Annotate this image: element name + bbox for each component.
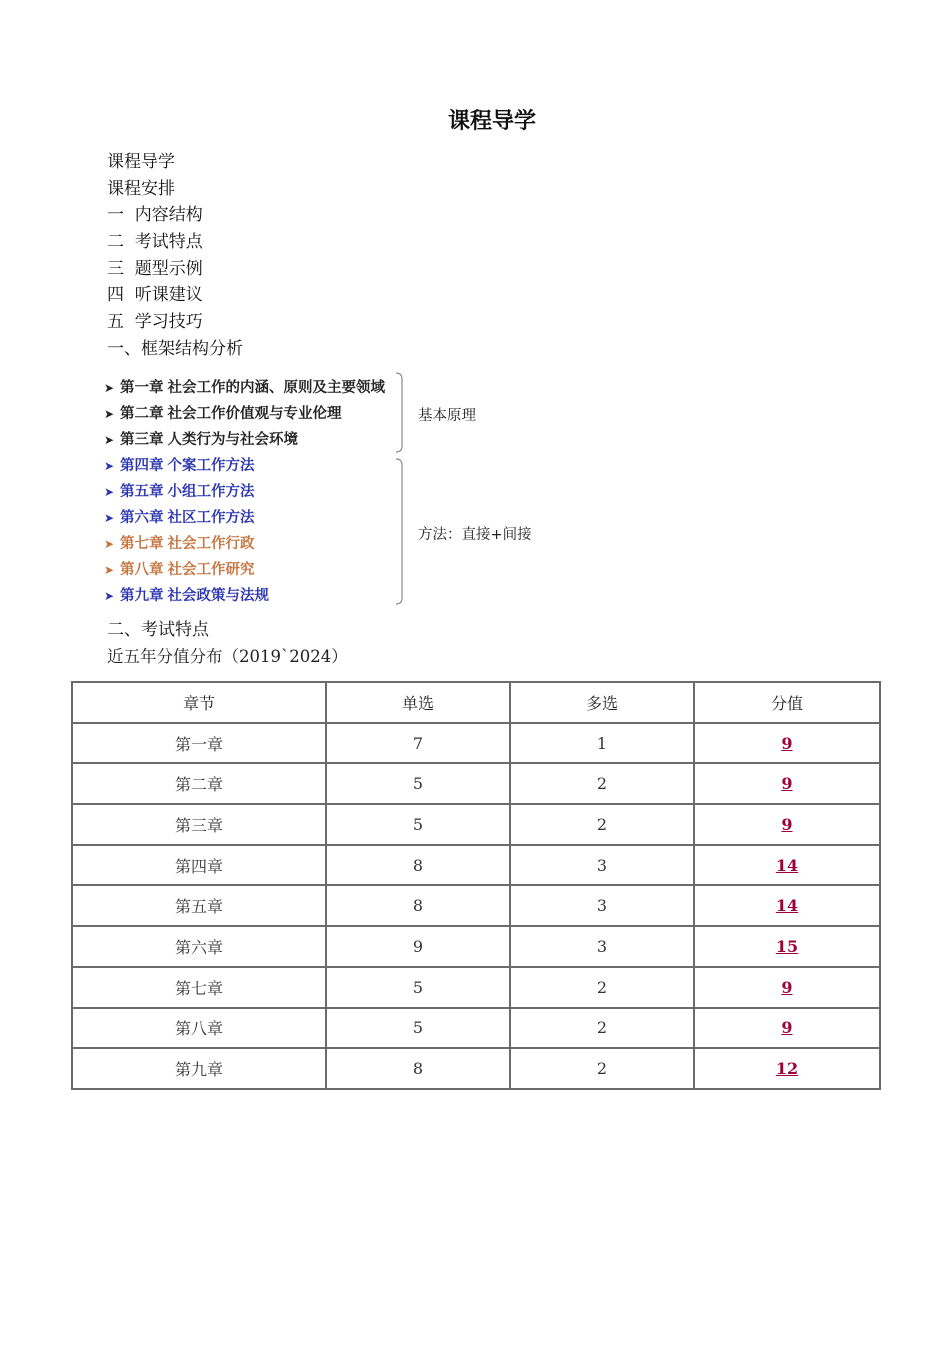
toc-item: 四 听课建议 [107, 285, 203, 306]
table-row: 第五章 8 3 14 [72, 885, 880, 926]
toc-item: 五 学习技巧 [107, 312, 203, 333]
arrow-bullet-icon: ➤ [104, 511, 115, 525]
header-score: 分值 [694, 682, 880, 723]
header-chapter: 章节 [72, 682, 326, 723]
score-value: 9 [781, 1018, 793, 1038]
score-value: 14 [775, 896, 799, 916]
arrow-bullet-icon: ➤ [104, 563, 115, 577]
section-heading-exam: 二、考试特点 [107, 620, 209, 640]
arrow-bullet-icon: ➤ [104, 589, 115, 603]
table-row: 第四章 8 3 14 [72, 845, 880, 886]
score-value: 15 [775, 936, 799, 956]
arrow-bullet-icon: ➤ [104, 407, 115, 421]
chapter-item: ➤ 第六章 社区工作方法 [104, 505, 255, 531]
toc-item: 课程导学 [107, 152, 175, 172]
table-header-row [72, 682, 880, 723]
group-brackets [396, 372, 408, 608]
table-row: 第六章 9 3 15 [72, 926, 880, 967]
page-title: 课程导学 [447, 109, 536, 134]
chapter-item: ➤ 第四章 个案工作方法 [104, 453, 255, 479]
table-row: 第九章 8 2 12 [72, 1048, 880, 1089]
toc-item: 一 内容结构 [107, 205, 203, 226]
chapter-item: ➤ 第五章 小组工作方法 [104, 479, 255, 505]
group-label-basic: 基本原理 [418, 408, 476, 424]
chapter-item: ➤ 第七章 社会工作行政 [104, 531, 255, 557]
chapter-item: ➤ 第三章 人类行为与社会环境 [104, 427, 298, 453]
arrow-bullet-icon: ➤ [104, 485, 115, 499]
table-row: 第三章 5 2 9 [72, 804, 880, 845]
chapter-item: ➤ 第二章 社会工作价值观与专业伦理 [104, 401, 342, 427]
arrow-bullet-icon: ➤ [104, 459, 115, 473]
score-value: 9 [781, 774, 793, 794]
table-row: 第八章 5 2 9 [72, 1008, 880, 1049]
bracket-basic [396, 373, 402, 452]
chapter-item: ➤ 第八章 社会工作研究 [104, 557, 255, 583]
table-of-contents [107, 149, 243, 363]
table-row: 第七章 5 2 9 [72, 967, 880, 1008]
group-label-methods: 方法：直接+间接 [418, 527, 532, 543]
score-value: 9 [781, 977, 793, 997]
arrow-bullet-icon: ➤ [104, 433, 115, 447]
chapter-item: ➤ 第九章 社会政策与法规 [104, 583, 269, 609]
score-value: 9 [781, 814, 793, 834]
toc-item: 二 考试特点 [107, 232, 203, 253]
framework-diagram [104, 372, 544, 608]
section-heading-framework: 一、框架结构分析 [107, 338, 243, 359]
arrow-bullet-icon: ➤ [104, 537, 115, 551]
toc-item: 课程安排 [107, 178, 175, 199]
header-multiple: 多选 [510, 682, 694, 723]
score-distribution-table [71, 681, 881, 1090]
chapter-item: ➤ 第一章 社会工作的内涵、原则及主要领域 [104, 375, 385, 401]
score-value: 14 [775, 855, 799, 875]
table-row: 第一章 7 1 9 [72, 723, 880, 764]
header-single: 单选 [326, 682, 510, 723]
score-value: 12 [775, 1059, 799, 1079]
distribution-title: 近五年分值分布（2019`2024） [107, 647, 348, 666]
arrow-bullet-icon: ➤ [104, 381, 115, 395]
bracket-methods [396, 459, 402, 604]
toc-item: 三 题型示例 [107, 258, 203, 279]
table-row: 第二章 5 2 9 [72, 763, 880, 804]
score-value: 9 [781, 733, 793, 753]
